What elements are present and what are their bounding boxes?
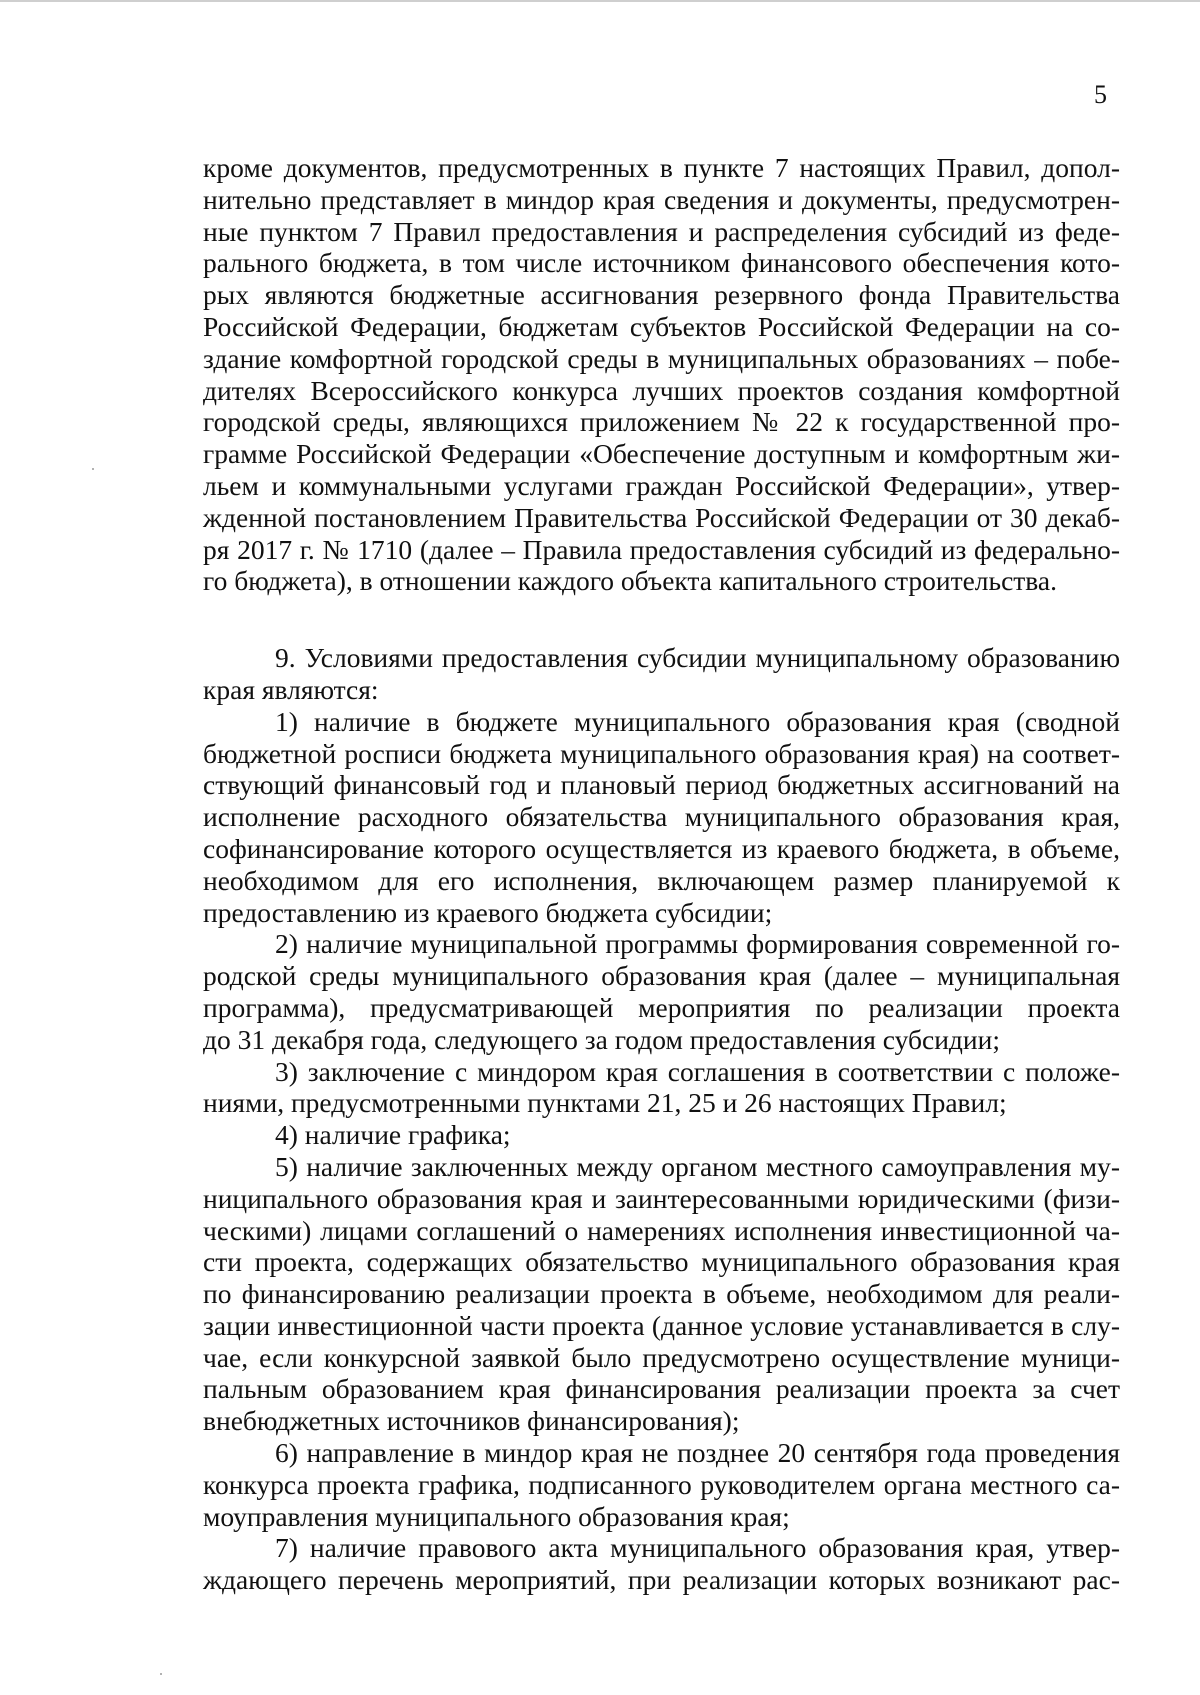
text-line: рых являются бюджетные ассигнования резервного фонда Правительства [203,279,1120,311]
text-line: софинансирование которого осуществляется из краевого бюджета, в объеме, [203,832,1120,864]
text-line: Российской Федерации, бюджетам субъектов Российской Федерации на со- [203,310,1120,342]
list-item-7-line: 7) наличие правового акта муниципального образования края, утвер- [275,1532,1120,1564]
text-line: ные пунктом 7 Правил предоставления и распределения субсидий из феде- [203,215,1120,247]
text-line: ниями, предусмотренными пунктами 21, 25 и 26 настоящих Правил; [203,1087,1007,1119]
text-line: моуправления муниципального образования края; [203,1500,790,1532]
text-line: го бюджета), в отношении каждого объекта капитального строительства. [203,565,1057,597]
text-line: дителях Всероссийского конкурса лучших проектов создания комфортной [203,374,1120,406]
text-line: зации инвестиционной части проекта (данное условие устанавливается в слу- [203,1309,1120,1341]
text-line: нительно представляет в миндор края сведения и документы, предусмотрен- [203,183,1120,215]
text-line: конкурса проекта графика, подписанного руководителем органа местного са- [203,1468,1120,1500]
section-heading-line: 9. Условиями предоставления субсидии муниципальному образованию [275,642,1120,674]
page-number: 5 [1094,80,1107,109]
paragraph-gap [203,597,1120,642]
continuation-paragraph [203,152,1120,597]
text-line: льем и коммунальными услугами граждан Российской Федерации», утвер- [203,469,1120,501]
section-9 [203,642,1120,1596]
text-line: грамме Российской Федерации «Обеспечение доступным и комфортным жи- [203,438,1120,470]
text-line: ря 2017 г. № 1710 (далее – Правила предоставления субсидий из федерально- [203,533,1120,565]
scan-speck [92,468,94,470]
text-line: здание комфортной городской среды в муниципальных образованиях – побе- [203,342,1120,374]
text-line: края являются: [203,673,379,705]
text-line: исполнение расходного обязательства муниципального образования края, [203,801,1120,833]
text-line: необходимом для его исполнения, включающем размер планируемой к [203,864,1120,896]
text-line: по финансированию реализации проекта в объеме, необходимом для реали- [203,1278,1120,1310]
list-item-1-line: 1) наличие в бюджете муниципального образования края (сводной [275,705,1120,737]
text-line: программа), предусматривающей мероприятия по реализации проекта [203,991,1120,1023]
scan-speck [160,1673,162,1675]
text-line: жденной постановлением Правительства Российской Федерации от 30 декаб- [203,501,1120,533]
text-line: внебюджетных источников финансирования); [203,1405,740,1437]
text-line: ствующий финансовый год и плановый период бюджетных ассигнований на [203,769,1120,801]
text-line: пальным образованием края финансирования реализации проекта за счет [203,1373,1120,1405]
list-item-5-line: 5) наличие заключенных между органом местного самоуправления му- [275,1150,1120,1182]
scan-top-edge [0,0,1200,2]
text-line: родской среды муниципального образования края (далее – муниципальная [203,960,1120,992]
text-line: рального бюджета, в том числе источником финансового обеспечения кото- [203,247,1120,279]
text-line: кроме документов, предусмотренных в пункте 7 настоящих Правил, допол- [203,152,1120,183]
text-line: предоставлению из краевого бюджета субсидии; [203,896,773,928]
text-line: городской среды, являющихся приложением № 22 к государственной про- [203,406,1120,438]
list-item-6-line: 6) направление в миндор края не позднее 20 сентября года проведения [275,1437,1120,1469]
text-line: бюджетной росписи бюджета муниципального образования края) на соответ- [203,737,1120,769]
list-item-4-line: 4) наличие графика; [275,1119,511,1151]
text-line: ниципального образования края и заинтересованными юридическими (физи- [203,1182,1120,1214]
text-line: сти проекта, содержащих обязательство муниципального образования края [203,1246,1120,1278]
document-body [203,152,1120,1596]
list-item-2-line: 2) наличие муниципальной программы формирования современной го- [275,928,1120,960]
list-item-3-line: 3) заключение с миндором края соглашения в соответствии с положе- [275,1055,1120,1087]
text-line: чае, если конкурсной заявкой было предусмотрено осуществление муници- [203,1341,1120,1373]
text-line: ждающего перечень мероприятий, при реализации которых возникают рас- [203,1564,1120,1596]
text-line: ческими) лицами соглашений о намерениях исполнения инвестиционной ча- [203,1214,1120,1246]
text-line: до 31 декабря года, следующего за годом предоставления субсидии; [203,1023,1000,1055]
